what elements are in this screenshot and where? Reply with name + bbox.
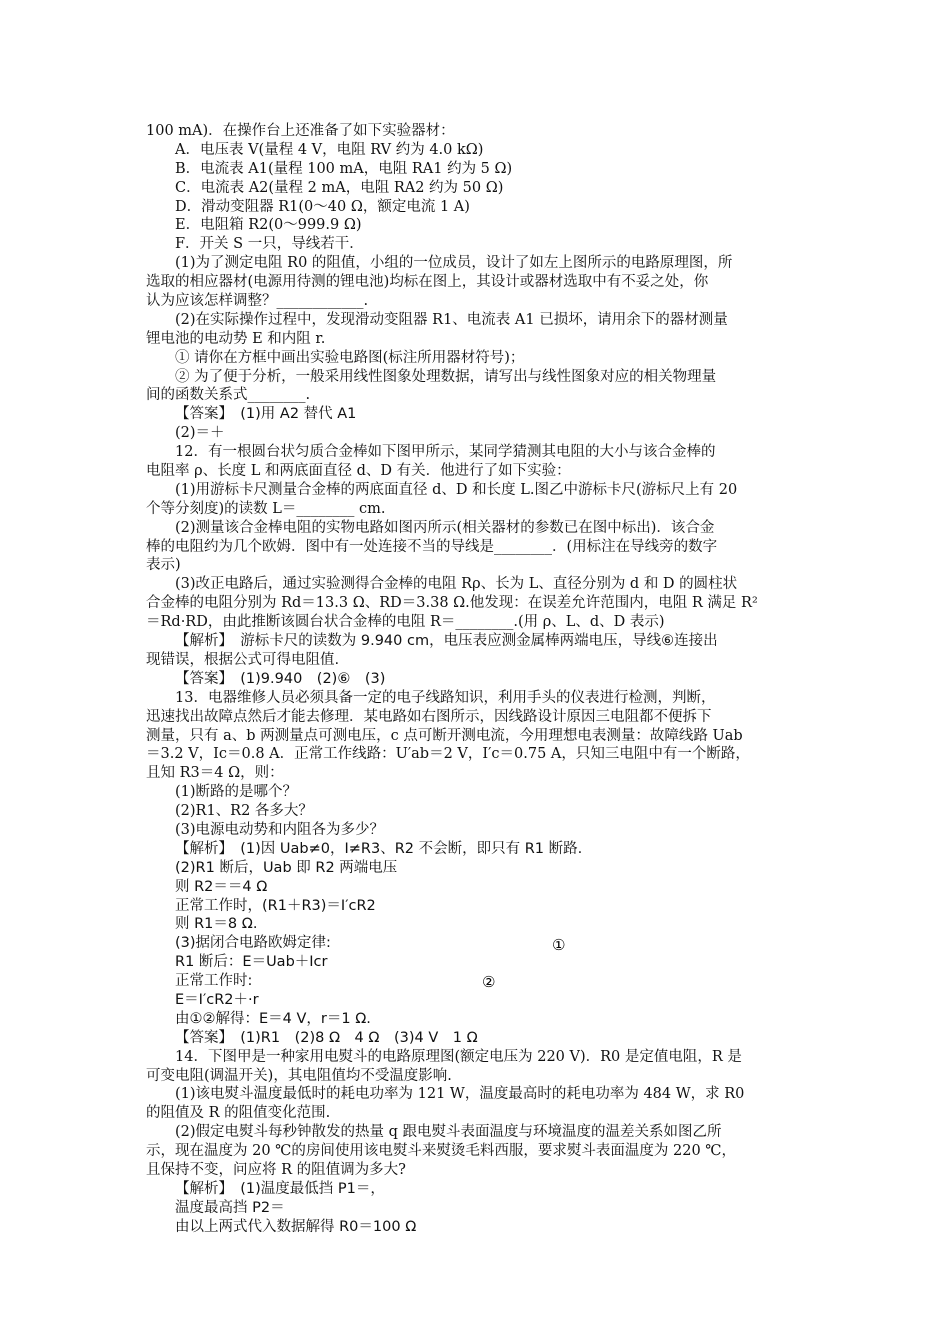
text-line: ＝Rd·RD，由此推断该圆台状合金棒的电阻 R＝________.(用 ρ、L、d、D 表示): [146, 614, 665, 631]
analysis-line: 正常工作时:: [175, 973, 253, 990]
analysis-line: 由以上两式代入数据解得 R0＝100 Ω: [175, 1218, 417, 1235]
text-line: 且知 R3＝4 Ω，则：: [146, 765, 284, 782]
text-line: (2)＝＋: [175, 425, 225, 442]
text-line: B．电流表 A1(量程 100 mA，电阻 RA1 约为 5 Ω): [175, 160, 513, 177]
text-line: 锂电池的电动势 E 和内阻 r.: [146, 330, 326, 347]
text-line: 棒的电阻约为几个欧姆．图中有一处连接不当的导线是________．(用标注在导线旁的数字: [146, 538, 718, 555]
text-line: ＝3.2 V，Ic＝0.8 A．正常工作线路：U′ab＝2 V，I′c＝0.75 A，只知三电阻中有一个断路，: [146, 746, 750, 763]
text-line: (1)为了测定电阻 R0 的阻值，小组的一位成员，设计了如左上图所示的电路原理图，所: [175, 255, 733, 272]
text-line: 示，现在温度为 20 ℃的房间使用该电熨斗来熨烫毛料西服，要求熨斗表面温度为 220 ℃，: [146, 1143, 737, 1160]
text-line: C．电流表 A2(量程 2 mA，电阻 RA2 约为 50 Ω): [175, 179, 504, 196]
text-line: A．电压表 V(量程 4 V，电阻 RV 约为 4.0 kΩ): [175, 141, 484, 158]
analysis-line: 温度最高挡 P2＝: [175, 1199, 285, 1216]
text-line: (1)该电熨斗温度最低时的耗电功率为 121 W，温度最高时的耗电功率为 484 W，求 R0: [175, 1086, 745, 1103]
text-line: 100 mA)．在操作台上还准备了如下实验器材：: [146, 123, 455, 139]
text-line: 选取的相应器材(电源用待测的锂电池)均标在图上，其设计或器材选取中有不妥之处，你: [146, 274, 709, 291]
text-line: 间的函数关系式________.: [146, 387, 311, 404]
question-14: 14．下图甲是一种家用电熨斗的电路原理图(额定电压为 220 V)．R0 是定值电阻，R 是: [175, 1048, 742, 1065]
answer-line: 【答案】 (1)9.940 (2)⑥ (3): [175, 670, 386, 687]
text-line: D．滑动变阻器 R1(0～40 Ω，额定电流 1 A): [175, 198, 470, 215]
text-line: 认为应该怎样调整？____________.: [146, 293, 369, 310]
text-line: 表示): [146, 557, 181, 574]
text-line: (2)R1、R2 各多大？: [175, 803, 313, 820]
text-line: (1)用游标卡尺测量合金棒的两底面直径 d、D 和长度 L.图乙中游标卡尺(游标尺上有 20: [175, 481, 738, 498]
answer-line: 【答案】 (1)用 A2 替代 A1: [175, 406, 357, 423]
text-line: ① 请你在方框中画出实验电路图(标注所用器材符号)；: [175, 349, 525, 366]
analysis-line: (3)据闭合电路欧姆定律:: [175, 935, 331, 952]
analysis-line: 则 R1＝8 Ω.: [175, 916, 258, 933]
analysis-line: 【解析】 (1)温度最低挡 P1＝，: [175, 1180, 385, 1197]
text-line: ② 为了便于分析，一般采用线性图象处理数据，请写出与线性图象对应的相关物理量: [175, 368, 717, 385]
analysis-line: 正常工作时，(R1＋R3)＝I′cR2: [175, 897, 376, 914]
text-line: 测量，只有 a、b 两测量点可测电压，c 点可断开测电流，今用理想电表测量：故障线路 Uab: [146, 727, 743, 744]
analysis-line: (2)R1 断后，Uab 即 R2 两端电压: [175, 859, 398, 876]
analysis-line: 则 R2＝＝4 Ω: [175, 878, 268, 895]
document-page: [146, 122, 810, 1237]
analysis-line: R1 断后：E＝Uab＋Icr: [175, 954, 328, 971]
analysis-line: 【解析】 游标卡尺的读数为 9.940 cm，电压表应测金属棒两端电压，导线⑥连接出: [175, 633, 718, 650]
equation-mark-2: ②: [482, 973, 496, 991]
text-line: (1)断路的是哪个？: [175, 784, 298, 801]
question-13: 13．电器维修人员必须具备一定的电子线路知识，利用手头的仪表进行检测，判断，: [175, 689, 716, 706]
answer-line: 【答案】 (1)R1 (2)8 Ω 4 Ω (3)4 V 1 Ω: [175, 1029, 478, 1046]
analysis-line: E＝I′cR2＋·r: [175, 991, 259, 1008]
text-line: (2)在实际操作过程中，发现滑动变阻器 R1、电流表 A1 已损坏，请用余下的器材测量: [175, 311, 728, 328]
text-line: 可变电阻(调温开关)，其电阻值均不受温度影响.: [146, 1067, 452, 1084]
text-line: 迅速找出故障点然后才能去修理．某电路如右图所示，因线路设计原因三电阻都不便拆下: [146, 708, 712, 725]
text-line: 合金棒的电阻分别为 Rd＝13.3 Ω、RD＝3.38 Ω.他发现：在误差允许范围内，电阻 R 满足 R²: [146, 595, 758, 612]
equation-mark-1: ①: [552, 936, 566, 954]
analysis-line: 【解析】 (1)因 Uab≠0，I≠R3、R2 不会断，即只有 R1 断路.: [175, 840, 583, 857]
text-line: (2)假定电熨斗每秒钟散发的热量 q 跟电熨斗表面温度与环境温度的温差关系如图乙所: [175, 1124, 722, 1141]
text-line: 电阻率 ρ、长度 L 和两底面直径 d、D 有关．他进行了如下实验：: [146, 463, 571, 480]
text-line: E．电阻箱 R2(0～999.9 Ω): [175, 217, 362, 234]
text-line: 且保持不变，问应将 R 的阻值调为多大?: [146, 1161, 406, 1178]
text-line: (3)改正电路后，通过实验测得合金棒的电阻 Rρ、长为 L、直径分别为 d 和 D 的圆柱状: [175, 576, 738, 593]
analysis-line: 现错误，根据公式可得电阻值.: [146, 651, 340, 668]
question-12: 12．有一根圆台状匀质合金棒如下图甲所示，某同学猜测其电阻的大小与该合金棒的: [175, 444, 716, 461]
analysis-line: 由①②解得：E＝4 V，r＝1 Ω.: [175, 1010, 371, 1027]
text-line: (2)测量该合金棒电阻的实物电路如图丙所示(相关器材的参数已在图中标出)．该合金: [175, 519, 715, 536]
text-line: 的阻值及 R 的阻值变化范围.: [146, 1105, 331, 1122]
text-line: (3)电源电动势和内阻各为多少？: [175, 821, 385, 838]
text-line: F．开关 S 一只，导线若干．: [175, 236, 364, 253]
text-line: 个等分刻度)的读数 L＝________ cm.: [146, 500, 386, 517]
